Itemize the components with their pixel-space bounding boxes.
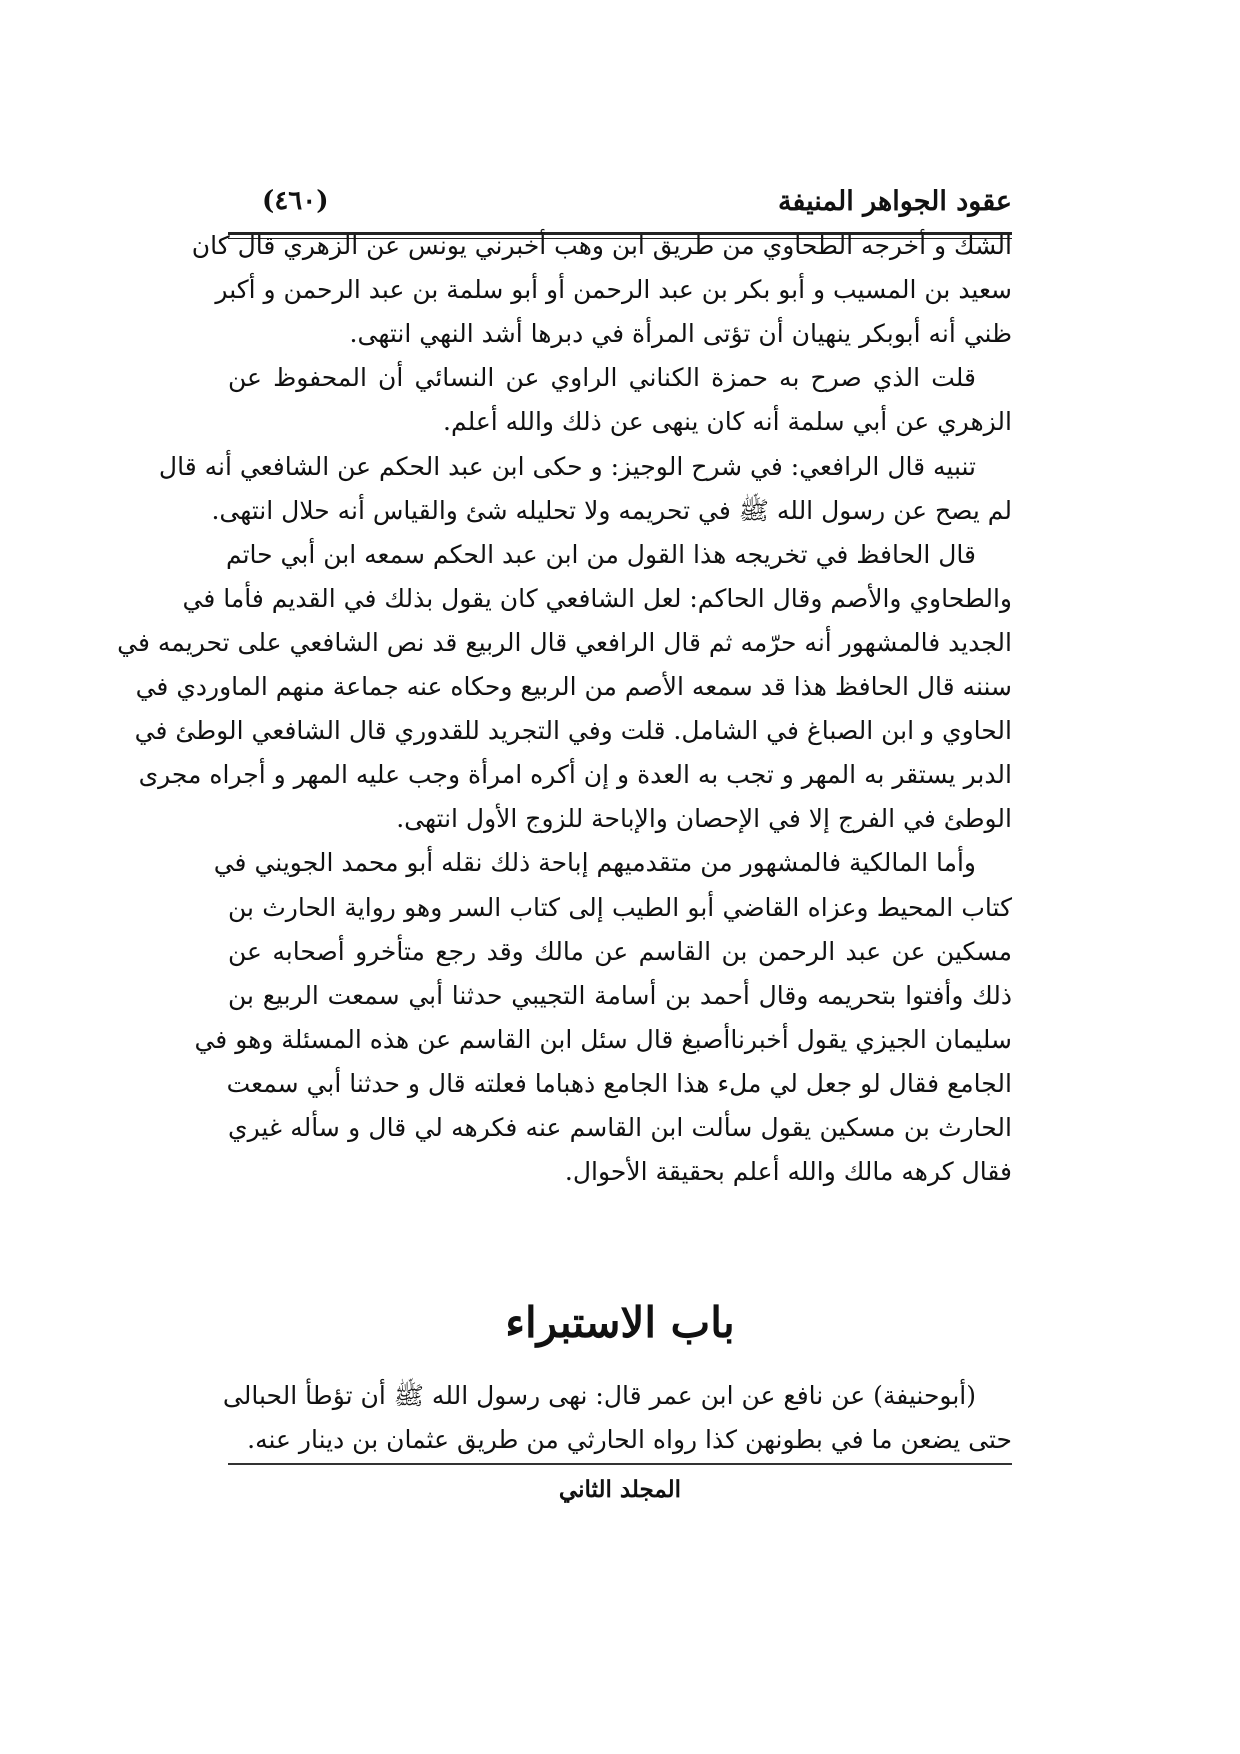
text-line: الدبر يستقر به المهر و تجب به العدة و إن أكره امرأة وجب عليه المهر و أجراه مجرى: [138, 760, 1012, 790]
text-line: لم يصح عن رسول الله ﷺ في تحريمه ولا تحليله شئ والقياس أنه حلال انتهى.: [211, 495, 1012, 525]
text-line: الحارث بن مسكين يقول سألت ابن القاسم عنه فكرهه لي قال و سأله غيري: [228, 1113, 1012, 1142]
volume-label: المجلد الثاني: [558, 1476, 682, 1503]
text-line: الحاوي و ابن الصباغ في الشامل. قلت وفي التجريد للقدوري قال الشافعي الوطئ في: [134, 716, 1012, 746]
text-line: الزهري عن أبي سلمة أنه كان ينهى عن ذلك والله أعلم.: [443, 407, 1012, 437]
book-title: عقود الجواهر المنيفة: [777, 186, 1012, 217]
page-number: (٤٦٠): [262, 186, 329, 216]
text-line: ظني أنه أبوبكر ينهيان أن تؤتى المرأة في دبرها أشد النهي انتهى.: [349, 319, 1012, 349]
footer-rule: [228, 1463, 1012, 1465]
text-line: مسكين عن عبد الرحمن بن القاسم عن مالك وقد رجع متأخرو أصحابه عن: [228, 936, 1012, 966]
text-line: (أبوحنيفة) عن نافع عن ابن عمر قال: نهى رسول الله ﷺ أن تؤطأ الحبالى: [222, 1381, 976, 1410]
text-line: ذلك وأفتوا بتحريمه وقال أحمد بن أسامة التجيبي حدثنا أبي سمعت الربيع بن: [228, 980, 1012, 1010]
text-line: سعيد بن المسيب و أبو بكر بن عبد الرحمن أو أبو سلمة بن عبد الرحمن و أكبر: [215, 275, 1012, 305]
section-heading: باب الاستبراء: [505, 1298, 735, 1347]
text-line: تنبيه قال الرافعي: في شرح الوجيز: و حكى ابن عبد الحكم عن الشافعي أنه قال: [158, 451, 976, 481]
text-line: الجديد فالمشهور أنه حرّمه ثم قال الرافعي قال الربيع قد نص الشافعي على تحريمه في: [117, 627, 1012, 657]
text-line: والطحاوي والأصم وقال الحاكم: لعل الشافعي كان يقول بذلك في القديم فأما في: [182, 583, 1012, 613]
text-line: كتاب المحيط وعزاه القاضي أبو الطيب إلى كتاب السر وهو رواية الحارث بن: [228, 892, 1012, 922]
text-line: الشك و أخرجه الطحاوي من طريق ابن وهب أخبرني يونس عن الزهري قال كان: [191, 231, 1012, 260]
text-line: الوطئ في الفرج إلا في الإحصان والإباحة للزوج الأول انتهى.: [396, 804, 1012, 834]
text-line: سليمان الجيزي يقول أخبرناأصبغ قال سئل ابن القاسم عن هذه المسئلة وهو في: [194, 1024, 1012, 1054]
text-line: الجامع فقال لو جعل لي ملء هذا الجامع ذهباما فعلته قال و حدثنا أبي سمعت: [226, 1068, 1012, 1098]
text-line: حتى يضعن ما في بطونهن كذا رواه الحارثي من طريق عثمان بن دينار عنه.: [247, 1425, 1012, 1454]
text-line: فقال كرهه مالك والله أعلم بحقيقة الأحوال.: [564, 1157, 1012, 1187]
text-line: قال الحافظ في تخريجه هذا القول من ابن عبد الحكم سمعه ابن أبي حاتم: [225, 539, 976, 569]
text-line: قلت الذي صرح به حمزة الكناني الراوي عن النسائي أن المحفوظ عن: [228, 363, 977, 393]
text-line: وأما المالكية فالمشهور من متقدميهم إباحة ذلك نقله أبو محمد الجويني في: [213, 848, 976, 878]
text-line: سننه قال الحافظ هذا قد سمعه الأصم من الربيع وحكاه عنه جماعة منهم الماوردي في: [135, 672, 1012, 701]
